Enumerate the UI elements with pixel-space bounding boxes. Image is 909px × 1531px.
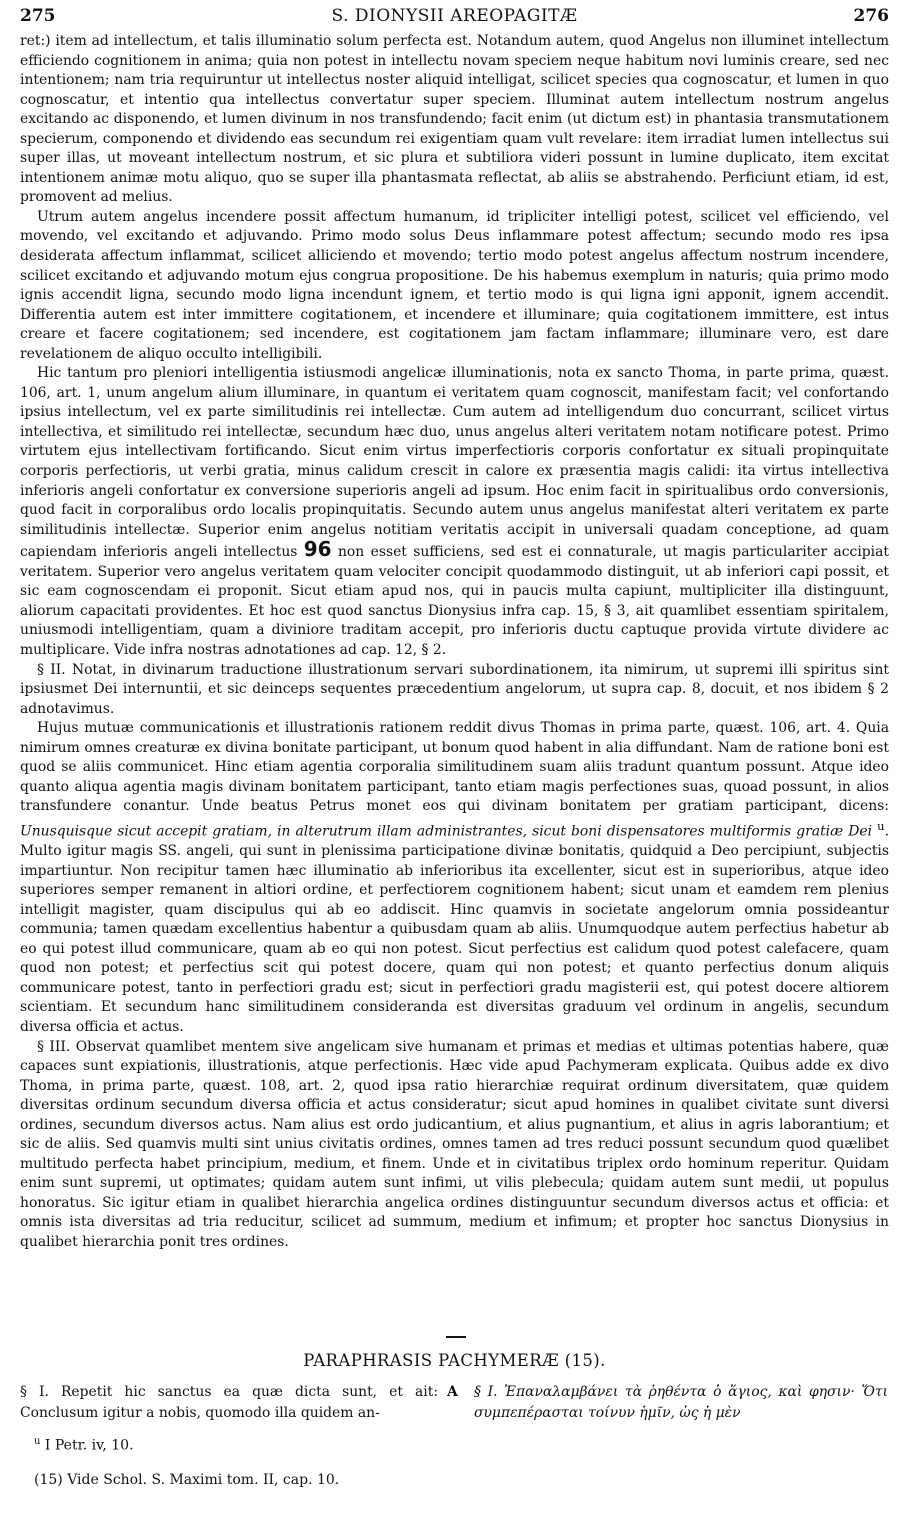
paragraph-thomas-106-4 bbox=[20, 719, 889, 1037]
paragraph-incendere: Utrum autem angelus incendere possit affectum humanum, id tripliciter intelligi potest, scilicet vel efficiendo, vel movendo, vel excitando et adjuvando. Primo modo solus Deus inflammare potest affectum; secundo modo res ipsa desiderata affectum inflammat, scilicet alliciendo et movendo; tertio modo potest angelus affectum nostrum incendere, scilicet excitando et adjuvando motum ejus congrua propositione. De his habemus exemplum in naturis; quia primo modo ignis accendit ligna, secundo modo ligna incendunt ignem, et tertio modo is qui ligna igni apponit, ignem accendit. Differentia autem est inter immittere cogitationem, et incendere et illuminare; quia cogitationem immittere, est intus creare et facere cogitationem; sed incendere, est cogitationem jam factam inflammare; illuminare vero, est dare revelationem de aliquo occulto intelligibili. bbox=[20, 208, 889, 362]
greek-column: § I. Ἐπαναλαμβάνει τὰ ῥηθέντα ὁ ἅγιος, καὶ φησιν· Ὅτι συμπεπέρασται τοίνυν ἡμῖν, ὡς ἡ μὲν bbox=[474, 1384, 888, 1421]
footnote-scripture bbox=[34, 1436, 134, 1454]
running-title: S. DIONYSII AREOPAGITÆ bbox=[331, 6, 578, 26]
footnote-mark: u bbox=[34, 1436, 41, 1447]
footnote-scholia: (15) Vide Schol. S. Maximi tom. II, cap. 10. bbox=[34, 1472, 340, 1488]
latin-column: § I. Repetit hic sanctus ea quæ dicta sunt, et ait: Conclusum igitur a nobis, quomodo illa quidem an- bbox=[20, 1384, 438, 1421]
paraphrasis-title: PARAPHRASIS PACHYMERÆ (15). bbox=[303, 1351, 606, 1370]
paragraph-thomas-106-1 bbox=[20, 364, 889, 660]
text-segment: non esset sufficiens, sed est ei connaturale, ut magis particulariter accipiat veritatem. Superior vero angelus veritatem quam velociter concipit quodammodo distinguit, ut ab inferiori capi possit, et sic eam cognoscendam ei proponit. Sicut etiam apud nos, qui in paucis multa capiunt, multipliciter illa distinguunt, aliorum capacitati providentes. Et hoc est quod sanctus Dionysius infra cap. 15, § 3, ait quamlibet essentiam spiritalem, uniusmodi intelligentiam, quam a diviniore traditam accepit, pro inferioris ductu captuque provida virtute dividere ac multiplicare. Vide infra nostras adnotationes ad cap. 12, § 2. bbox=[20, 544, 889, 658]
footnote-text: I Petr. iv, 10. bbox=[44, 1437, 134, 1454]
text-segment: Hujus mutuæ communicationis et illustrationis rationem reddit divus Thomas in prima parte, quæst. 106, art. 4. Quia nimirum omnes creaturæ ex divina bonitate participant, ut bonum quod habent in alia diffundant. Nam de ratione boni est quod se aliis communicet. Hinc etiam agentia corporalia similitudinem suam aliis tradunt quantum possunt. Atque ideo quanto aliqua agentia magis divinam bonitatem participant, tanto etiam magis perfectiones suas, quoad possunt, in alios transfundere conantur. Unde beatus Petrus monet eos qui divinam bonitatem per gratiam participant, dicens: bbox=[20, 720, 889, 815]
running-header bbox=[20, 6, 889, 28]
column-number-marker: 96 bbox=[303, 537, 332, 562]
page-number-right: 276 bbox=[853, 6, 889, 26]
paragraph-illumination: ret:) item ad intellectum, et talis illuminatio solum perfecta est. Notandum autem, quod Angelus non illuminet intellectum efficiendo cognitionem in anima; quia non potest in intellectu novam speciem neque habitum novi luminis creare, sed nec intentionem; nam tria requiruntur ut intellectus noster aliquid intelligat, scilicet species qua cognoscatur, et lumen in quo cognoscatur, et intentio qua intellectus convertatur super speciem. Illuminat autem intellectum nostrum angelus excitando ac disponendo, et lumen divinum in nos transfundendo; facit enim (ut dictum est) in phantasia transmutationem specierum, componendo et dividendo eas secundum rei exigentiam quam vult revelare: item irradiat lumen intellectus sui super illas, ut moveant intellectum nostrum, et sic plura et subtiliora videri possunt in lumine duplicato, item excitat intentionem animæ motu aliquo, quo se super illa phantasmata reflectat, ab aliis se abstrahendo. Perficiunt etiam, id est, promovent ad melius. bbox=[20, 33, 889, 206]
paragraph-section-3: § III. Observat quamlibet mentem sive angelicam sive humanam et primas et medias et ultimas potentias habere, quæ capaces sunt expiationis, illustrationis, atque perfectionis. Hæc vide apud Pachymeram explicata. Quibus adde ex divo Thoma, in prima parte, quæst. 108, art. 2, quod ipsa ratio hierarchiæ requirat ordinum diversitatem, quæ quidem diversitas ordinum secundum diversa officia et actus consideratur; sicut apud homines in qualibet civitate sunt diversi ordines, secundum diversos actus. Nam alius est ordo judicantium, et alius pugnantium, et alius in agris laborantium; et sic de aliis. Sed quamvis multi sint unius civitatis ordines, omnes tamen ad tres reduci possunt secundum quod quælibet multitudo perfecta habet principium, medium, et finem. Unde et in civitatibus triplex ordo hominum reperitur. Quidam enim sunt supremi, ut optimates; quidam autem sunt infimi, ut vilis plebecula; quidam autem sunt medii, ut populus honoratus. Sic igitur etiam in qualibet hierarchia angelica ordines distinguuntur secundum diversos actus et officia: et omnis ista diversitas ad tria reducitur, scilicet ad summum, medium et infimum; et propter hoc sanctus Dionysius in qualibet hierarchia ponit tres ordines. bbox=[20, 1038, 889, 1250]
footnote-ref: u bbox=[877, 818, 885, 833]
section-divider bbox=[446, 1336, 466, 1338]
text-segment: Hic tantum pro pleniori intelligentia istiusmodi angelicæ illuminationis, nota ex sancto Thoma, in parte prima, quæst. 106, art. 1, unum angelum alium illuminare, in quantum ei veritatem quam cognoscit, manifestam facit; vel confortando ipsius intellectum, vel ex parte similitudinis rei intellectæ. Cum autem ad intelligendum duo concurrant, scilicet virtus intellectiva, et similitudo rei intellectæ, secundum hæc duo, unus angelus alteri veritatem notam notificare potest. Primo virtutem ejus intellectivam fortificando. Sicut enim virtus imperfectioris corporis confortatur ex situali propinquitate corporis perfectioris, ut verbi gratia, minus calidum crescit in calore ex præsentia magis calidi: ita virtus intellectiva inferioris angeli confortatur ex conversione superioris angeli ad ipsum. Hoc enim facit in spiritualibus ordo conversionis, quod facit in corporalibus ordo localis propinquitatis. Secundo autem unus angelus manifestat alteri veritatem ex parte similitudinis intellectæ. Superior enim angelus notitiam veritatis accipit in universali quadam conceptione, ad quam capiendam inferioris angeli intellectus bbox=[20, 365, 889, 561]
text-segment: . Multo igitur magis SS. angeli, qui sunt in plenissima participatione divinæ bonitatis, quidquid a Deo percipiunt, subjectis impartiuntur. Non recipitur tamen hæc illuminatio ab inferioribus ita excellenter, sicut est in superioribus, atque ideo superiores semper remanent in altiori ordine, et perfectiorem cognitionem habent; sicut unam et eamdem rem plenius intelligit magister, quam discipulus qui ab eo addiscit. Hinc quamvis in societate angelorum omnia possideantur communia; tamen quædam excellentius habentur a quibusdam quam ab aliis. Unumquodque autem perfectius habetur ab eo qui potest illud communicare, quam ab eo qui non potest. Sicut perfectius est calidum quod potest calefacere, quam quod non potest; et perfectius scit qui potest docere, quam qui non potest; et quanto perfectius donum aliquis communicare potest, tanto in perfectiori gradu est; sicut in perfectiori gradu magisterii est, qui potest docere altiorem scientiam. Et secundum hanc similitudinem consideranda est diversitas graduum vel ordinum in angelis, secundum diversa officia et actus. bbox=[20, 823, 889, 1035]
scripture-quote: Unusquisque sicut accepit gratiam, in alterutrum illam administrantes, sicut boni dispensatores multiformis gratiæ Dei bbox=[20, 823, 873, 840]
paragraph-section-2: § II. Notat, in divinarum traductione illustrationum servari subordinationem, ita nimirum, ut supremi illi spiritus sint ipsiusmet Dei internuntii, et sic deinceps sequentes præcedentium angelorum, ut supra cap. 8, docuit, et nos ibidem § 2 adnotavimus. bbox=[20, 661, 889, 717]
page-number-left: 275 bbox=[20, 6, 56, 26]
column-marker: A bbox=[447, 1384, 458, 1400]
main-text bbox=[20, 32, 889, 1253]
